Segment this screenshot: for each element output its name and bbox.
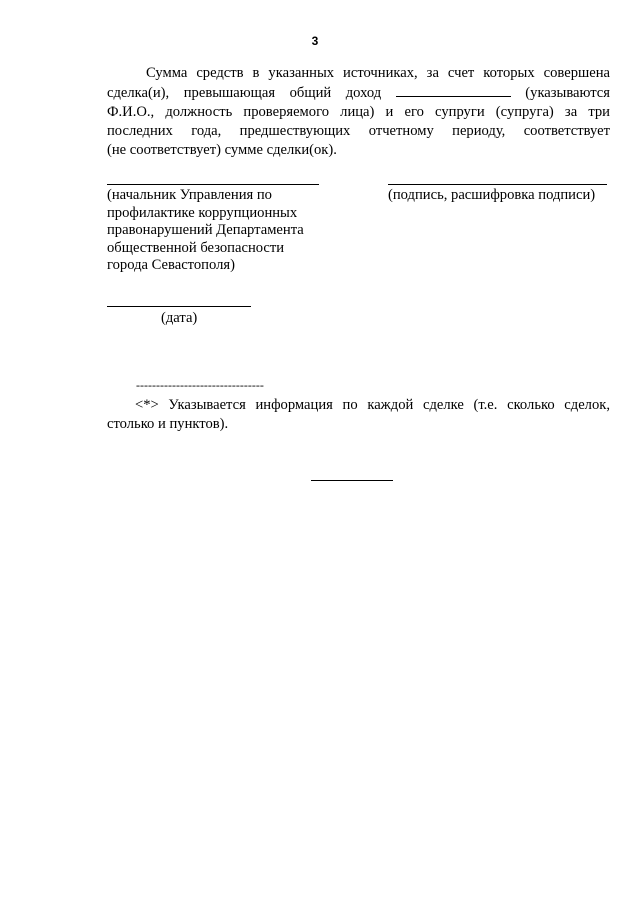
income-blank-field bbox=[396, 83, 511, 97]
summary-paragraph bbox=[107, 64, 610, 160]
signature-caption: (подпись, расшифровка подписи) bbox=[388, 187, 596, 203]
date-caption: (дата) bbox=[161, 310, 198, 326]
official-signature-line bbox=[107, 184, 319, 185]
paragraph-line-2-end: (указываются bbox=[525, 85, 610, 101]
paragraph-line-1: Сумма средств в указанных источниках, за счет которых совершена bbox=[146, 65, 610, 81]
footnote-separator: -------------------------------- bbox=[136, 378, 264, 392]
paragraph-line-2-start: сделка(и), превышающая общий доход bbox=[107, 85, 382, 101]
paragraph-line-5: (не соответствует) сумме сделки(ок). bbox=[107, 142, 337, 158]
footnote-line-2: столько и пунктов). bbox=[107, 416, 229, 432]
official-title-line-2: профилактике коррупционных bbox=[107, 204, 298, 221]
signature-line bbox=[388, 184, 607, 185]
footnote-line-1: <*> Указывается информация по каждой сделке (т.е. сколько сделок, bbox=[135, 397, 610, 413]
footnote-text bbox=[107, 396, 610, 434]
paragraph-line-4: последних года, предшествующих отчетному периоду, соответствует bbox=[107, 123, 610, 139]
official-title-line-4: общественной безопасности bbox=[107, 239, 285, 256]
official-title-block bbox=[107, 187, 304, 275]
date-line bbox=[107, 306, 251, 307]
paragraph-line-2 bbox=[107, 83, 610, 103]
official-title-line-3: правонарушений Департамента bbox=[107, 222, 304, 239]
page-number: 3 bbox=[311, 34, 319, 48]
official-title-line-1: (начальник Управления по bbox=[107, 187, 272, 203]
official-title-line-5: города Севастополя) bbox=[107, 257, 235, 274]
paragraph-line-3: Ф.И.О., должность проверяемого лица) и его супруги (супруга) за три bbox=[107, 104, 610, 120]
end-of-document-line bbox=[311, 480, 393, 481]
